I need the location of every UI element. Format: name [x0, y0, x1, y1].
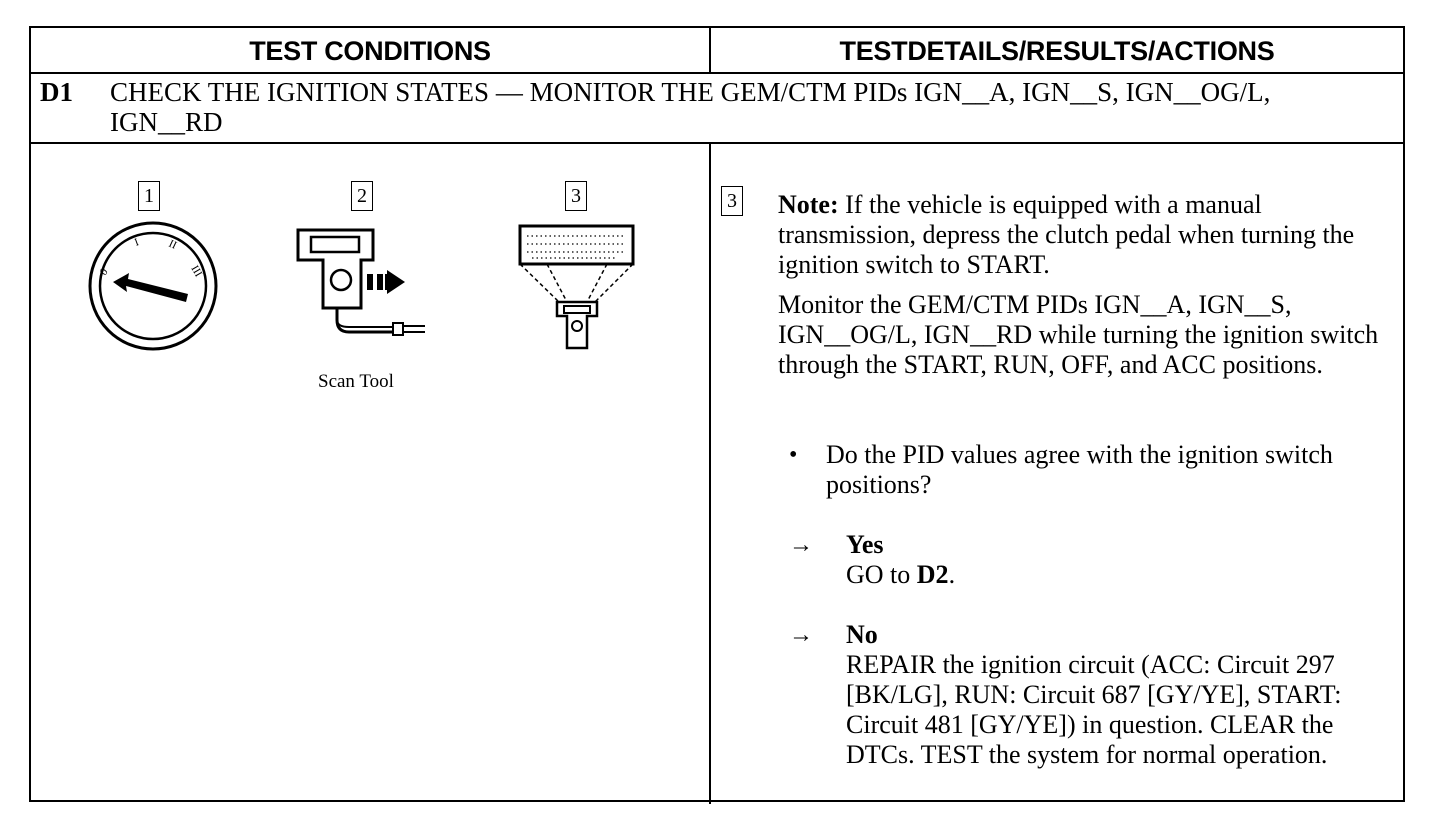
step-title: CHECK THE IGNITION STATES — MONITOR THE GEM/CTM PIDs IGN__A, IGN__S, IGN__OG/L, IGN__RD	[110, 77, 1271, 137]
yes-action	[846, 560, 955, 590]
step-id: D1	[40, 77, 73, 107]
test-question: Do the PID values agree with the ignition switch positions?	[826, 440, 1333, 499]
ignition-mark-0: 0	[97, 266, 111, 278]
ignition-mark-3: III	[188, 263, 205, 280]
step-row	[31, 74, 1403, 142]
ignition-mark-2: II	[166, 237, 179, 252]
scan-tool-caption: Scan Tool	[318, 371, 394, 392]
no-arrow-icon: →	[789, 622, 813, 648]
figure-number-1: 1	[138, 181, 160, 211]
ignition-switch-icon	[83, 216, 223, 356]
figure-number-3: 3	[565, 181, 587, 211]
yes-action-suffix: .	[948, 560, 956, 589]
header-test-conditions: TEST CONDITIONS	[249, 36, 491, 66]
note-label: Note:	[778, 190, 839, 219]
scan-tool-icon	[293, 228, 433, 348]
no-action: REPAIR the ignition circuit (ACC: Circuit 297 [BK/LG], RUN: Circuit 687 [GY/YE], START: Circuit 481 [GY/YE]) in question. CLEAR the DTCs. TEST the system for normal operation.	[846, 650, 1342, 769]
note-text: If the vehicle is equipped with a manual transmission, depress the clutch pedal when turning the ignition switch to START.	[778, 190, 1355, 279]
note-paragraph	[778, 190, 1388, 280]
reference-number-box: 3	[721, 186, 743, 216]
test-details-column	[709, 144, 1403, 800]
yes-action-prefix: GO to	[846, 560, 917, 589]
bullet-point: •	[789, 442, 798, 468]
scan-tool-display-icon	[517, 224, 637, 354]
header-test-details: TESTDETAILS/RESULTS/ACTIONS	[839, 36, 1275, 66]
diagnostic-table	[29, 26, 1405, 802]
yes-action-target: D2	[916, 560, 949, 589]
figure-number-2: 2	[351, 181, 373, 211]
monitor-instruction: Monitor the GEM/CTM PIDs IGN__A, IGN__S, IGN__OG/L, IGN__RD while turning the ignition switch through the START, RUN, OFF, and ACC positions.	[778, 290, 1379, 379]
yes-arrow-icon: →	[789, 532, 813, 558]
no-label: No	[846, 620, 878, 649]
yes-label: Yes	[846, 530, 884, 559]
ignition-mark-1: I	[132, 236, 141, 249]
